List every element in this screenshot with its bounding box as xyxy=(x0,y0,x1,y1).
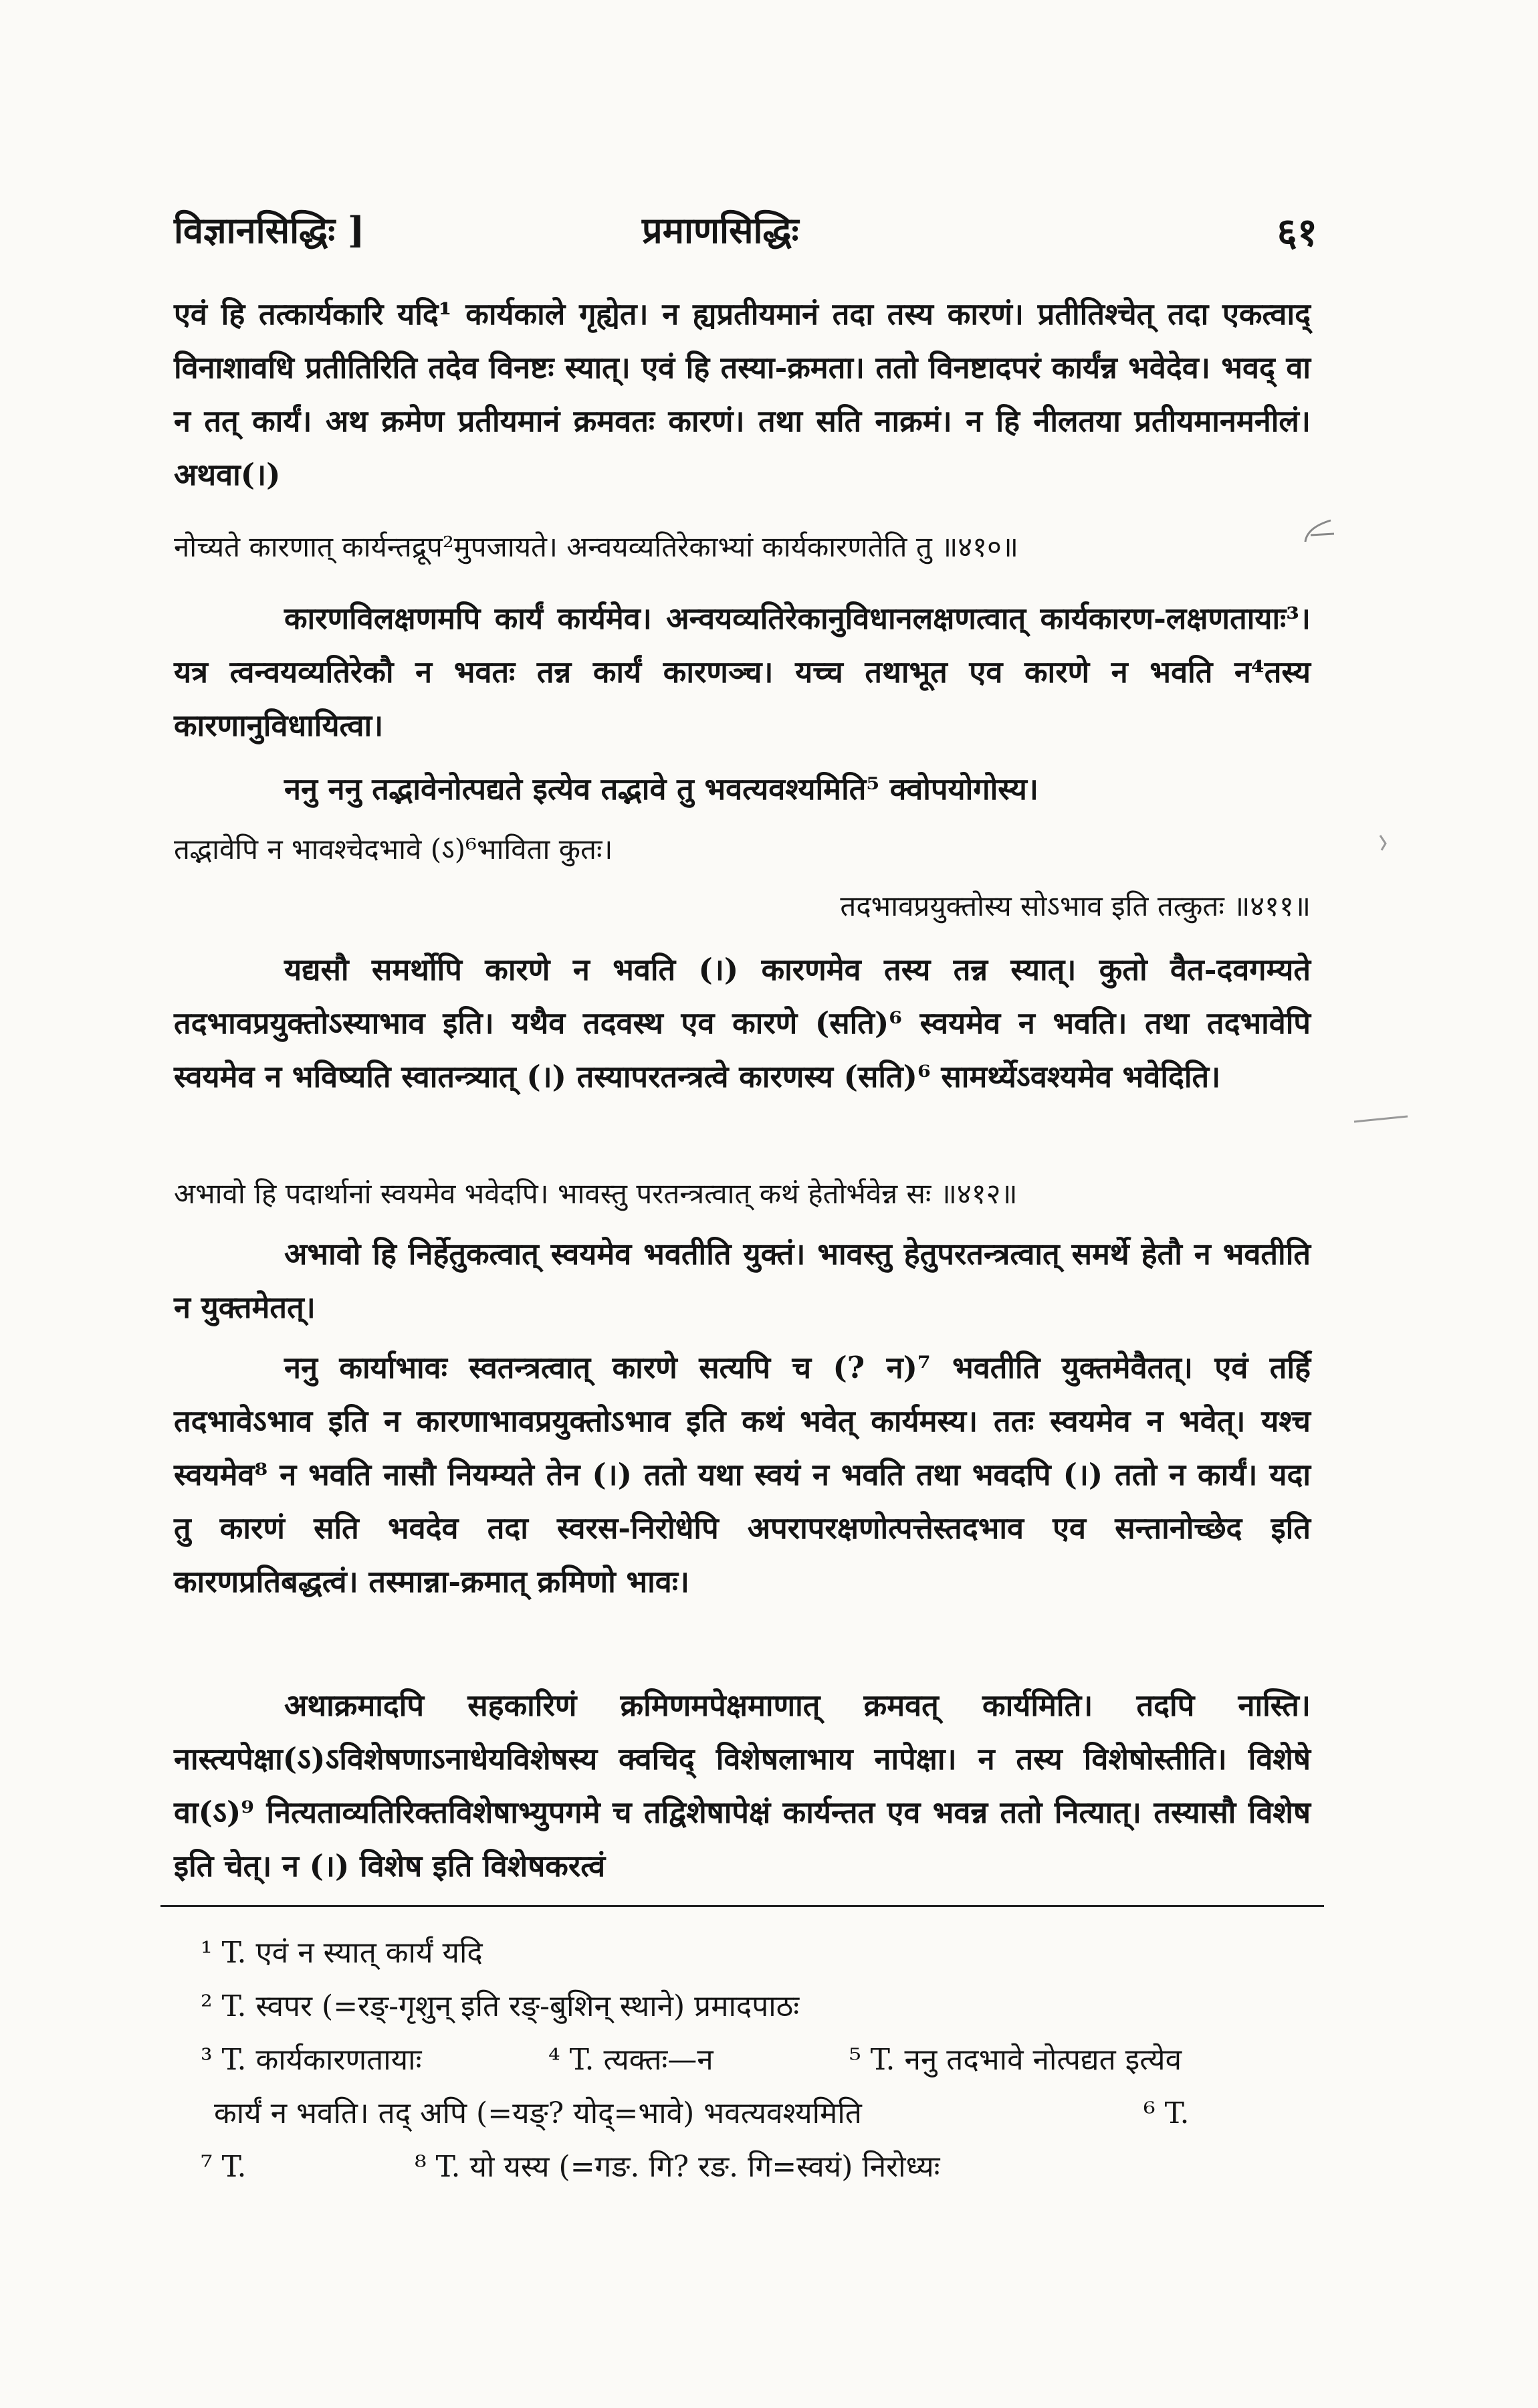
footnote-4: ⁴ T. त्यक्तः—न xyxy=(548,2043,713,2077)
margin-tick-icon xyxy=(1378,833,1391,853)
margin-mark-icon xyxy=(1297,515,1337,548)
running-header-left: विज्ञानसिद्धिः ] xyxy=(174,209,365,252)
verse-411-line-2: तदभावप्रयुक्तोस्य सोऽभाव इति तत्कुतः ॥४११॥ xyxy=(840,890,1311,922)
footnote-7: ⁷ T. xyxy=(201,2150,247,2184)
paragraph-1: एवं हि तत्कार्यकारि यदि¹ कार्यकाले गृह्येत। न ह्यप्रतीयमानं तदा तस्य कारणं। प्रतीतिश्चेत् तदा एकत्वाद् विनाशावधि प्रतीतिरिति तदेव विनष्टः स्यात्। एवं हि तस्या-क्रमता। ततो विनष्टादपरं कार्यंन्न भवेदेव। भवद् वा न तत् कार्यं। अथ क्रमेण प्रतीयमानं क्रमवतः कारणं। तथा सति नाक्रमं। न हि नीलतया प्रतीयमानमनीलं। अथवा(।) xyxy=(174,296,1311,492)
footnote-5: ⁵ T. ननु तदभावे नोत्पद्यत इत्येव xyxy=(849,2043,1182,2077)
footnote-6: ⁶ T. xyxy=(1143,2096,1190,2130)
paragraph-2: कारणविलक्षणमपि कार्यं कार्यमेव। अन्वयव्यतिरेकानुविधानलक्षणत्वात् कार्यकारण-लक्षणतायाः³। यत्र त्वन्वयव्यतिरेकौ न भवतः तन्न कार्यं कारणञ्च। यच्च तथाभूत एव कारणे न भवति न⁴तस्य कारणानुविधायित्वा। xyxy=(174,601,1311,743)
footnote-5-continued: कार्यं न भवति। तद् अपि (=यङ्? योद्=भावे) भवत्यवश्यमिति xyxy=(214,2096,862,2130)
footnote-3: ³ T. कार्यकारणतायाः xyxy=(201,2043,422,2077)
running-header-title: प्रमाणसिद्धिः xyxy=(642,209,799,252)
margin-dash-icon xyxy=(1351,1107,1411,1134)
paragraph-5: अभावो हि निर्हेतुकत्वात् स्वयमेव भवतीति युक्तं। भावस्तु हेतुपरतन्त्रत्वात् समर्थे हेतौ न भवतीति न युक्तमेतत्। xyxy=(174,1236,1311,1325)
paragraph-4: यद्यसौ समर्थोपि कारणे न भवति (।) कारणमेव तस्य तन्न स्यात्। कुतो वैत-दवगम्यते तदभावप्रयुक्तोऽस्याभाव इति। यथैव तदवस्थ एव कारणे (सति)⁶ स्वयमेव न भवति। तथा तदभावेपि स्वयमेव न भविष्यति स्वातन्त्र्यात् (।) तस्यापरतन्त्रत्वे कारणस्य (सति)⁶ सामर्थ्येऽवश्यमेव भवेदिति। xyxy=(174,952,1311,1094)
footnote-rule xyxy=(160,1905,1324,1907)
verse-411-line-1: तद्भावेपि न भावश्चेदभावे (ऽ)⁶भाविता कुतः। xyxy=(174,833,613,866)
verse-410: नोच्यते कारणात् कार्यन्तद्रूप²मुपजायते। अन्वयव्यतिरेकाभ्यां कार्यकारणतेति तु ॥४१०॥ xyxy=(174,530,1018,563)
footnote-2: ² T. स्वपर (=रङ्-गृशुन् इति रङ्-बुशिन् स्थाने) प्रमादपाठः xyxy=(201,1989,800,2023)
verse-412: अभावो हि पदार्थानां स्वयमेव भवेदपि। भावस्तु परतन्त्रत्वात् कथं हेतोर्भवेन्न सः ॥४१२॥ xyxy=(174,1177,1018,1210)
paragraph-7: अथाक्रमादपि सहकारिणं क्रमिणमपेक्षमाणात् क्रमवत् कार्यमिति। तदपि नास्ति। नास्त्यपेक्षा(ऽ)ऽविशेषणाऽनाधेयविशेषस्य क्वचिद् विशेषलाभाय नापेक्षा। न तस्य विशेषोस्तीति। विशेषे वा(ऽ)⁹ नित्यताव्यतिरिक्तविशेषाभ्युपगमे च तद्विशेषापेक्षं कार्यन्तत एव भवन्न ततो नित्यात्। तस्यासौ विशेष इति चेत्। न (।) विशेष इति विशेषकरत्वं xyxy=(174,1688,1311,1884)
footnote-8: ⁸ T. यो यस्य (=गङ. गि? रङ. गि=स्वयं) निरोध्यः xyxy=(415,2150,940,2184)
page-number: ६१ xyxy=(1277,209,1317,255)
footnote-1: ¹ T. एवं न स्यात् कार्यं यदि xyxy=(201,1936,483,1970)
paragraph-3: ननु ननु तद्भावेनोत्पद्यते इत्येव तद्भावे तु भवत्यवश्यमिति⁵ क्वोपयोगोस्य। xyxy=(284,771,1038,807)
paragraph-6: ननु कार्याभावः स्वतन्त्रत्वात् कारणे सत्यपि च (? न)⁷ भवतीति युक्तमेवैतत्। एवं तर्हि तदभावेऽभाव इति न कारणाभावप्रयुक्तोऽभाव इति कथं भवेत् कार्यमस्य। ततः स्वयमेव न भवेत्। यश्च स्वयमेव⁸ न भवति नासौ नियम्यते तेन (।) ततो यथा स्वयं न भवति तथा भवदपि (।) ततो न कार्यं। यदा तु कारणं सति भवदेव तदा स्वरस-निरोधेपि अपरापरक्षणोत्पत्तेस्तदभाव एव सन्तानोच्छेद इति कारणप्रतिबद्धत्वं। तस्मान्ना-क्रमात् क्रमिणो भावः। xyxy=(174,1350,1311,1599)
